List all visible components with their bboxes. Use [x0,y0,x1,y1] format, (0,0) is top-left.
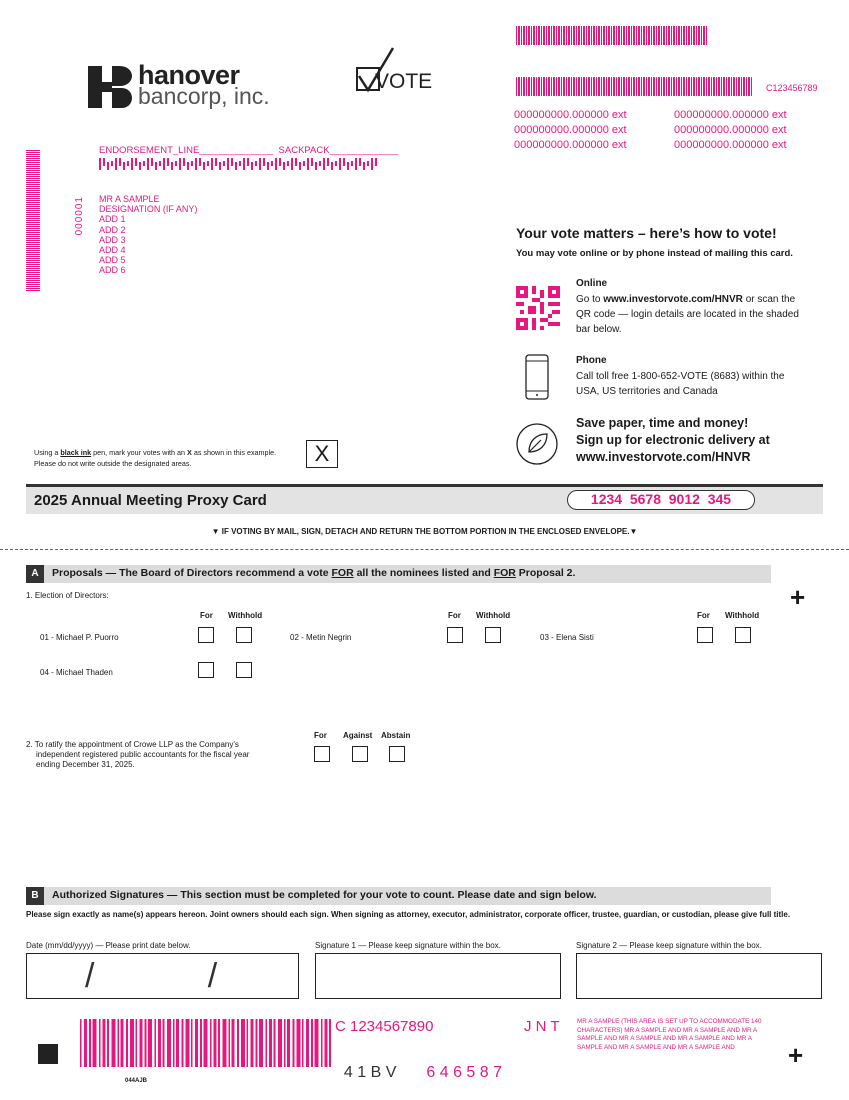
second-barcode [516,77,752,96]
nominee-03-withhold-checkbox[interactable] [735,627,751,643]
ext-code: 000000000.000000 ext [514,124,627,136]
logo-mark-icon [88,66,132,108]
mailing-address [99,194,197,276]
nominee-02: 02 - Metin Negrin [290,633,352,642]
online-title: Online [576,278,608,289]
nominee-03: 03 - Elena Sisti [540,633,594,642]
top-barcode [516,26,708,45]
col-withhold-header: Withhold [725,611,760,620]
address-line: ADD 4 [99,245,126,256]
footer-line-2-magenta: 6 4 6 5 8 7 [426,1064,502,1081]
ink-text: as shown in this example. [191,448,277,457]
section-a-title-part: Proposals — The Board of Directors recommend a vote [52,567,332,579]
address-line: ADD 6 [99,265,126,276]
proposal-2-line: ending December 31, 2025. [36,760,135,769]
address-line: ADD 5 [99,255,126,266]
proposal-2-text [26,740,249,770]
ext-codes-left [514,108,627,153]
paperless-url-link[interactable]: www.investorvote.com/HNVR [576,450,751,464]
footer-line-2-black: 4 1 B V [343,1064,397,1081]
section-a-title-for: FOR [331,567,354,579]
section-b-header [26,887,771,905]
ext-code: 000000000.000000 ext [674,109,787,121]
signature-2-label: Signature 2 — Please keep signature within the box. [576,941,762,950]
down-triangle-icon: ▼ [211,527,220,536]
ink-text-x: X [187,448,192,457]
nominee-04-withhold-checkbox[interactable] [236,662,252,678]
side-code: 000001 [74,196,85,236]
proposal-2-line: independent registered public accountants for the fiscal year [36,750,250,759]
signature-2-field[interactable] [576,953,822,999]
nominee-04: 04 - Michael Thaden [40,668,113,677]
ink-text-emphasis: black ink [60,448,92,457]
col-for-header: For [697,611,710,620]
address-line: ADD 1 [99,214,126,225]
ink-instruction-line-1 [34,447,276,458]
registration-mark [38,1044,58,1064]
proposal-1-label: 1. Election of Directors: [26,591,109,600]
nominee-01: 01 - Michael P. Puorro [40,633,119,642]
section-a-title-for: FOR [493,567,516,579]
logo-name-bold: hanover [138,60,240,90]
qr-code-icon [516,286,560,330]
date-label: Date (mm/dd/yyyy) — Please print date below. [26,941,191,950]
vote-info-subtitle: You may vote online or by phone instead of mailing this card. [516,248,793,259]
footer-jnt: J N T [524,1018,560,1035]
col-withhold-header: Withhold [476,611,511,620]
logo-name-light: bancorp, inc. [138,83,270,109]
section-a-title [52,567,575,579]
nominee-01-for-checkbox[interactable] [198,627,214,643]
signature-1-field[interactable] [315,953,561,999]
nominee-04-for-checkbox[interactable] [198,662,214,678]
footer-plus-icon: + [788,1040,804,1070]
online-text-part: Go to [576,294,604,305]
example-x-mark: X [314,441,330,466]
ext-code: 000000000.000000 ext [514,139,627,151]
date-slashes: / / [85,957,218,995]
proposal-2-against-checkbox[interactable] [352,746,368,762]
ink-text: pen, mark your votes with an [91,448,188,457]
col-for-header: For [448,611,461,620]
form-id: 044AJB [125,1078,148,1084]
company-logo [88,60,318,110]
control-number: 1234 5678 9012 345 [567,490,755,510]
col-for-header: For [200,611,213,620]
barcode-id: C123456789 [766,83,818,93]
phone-icon [525,354,549,400]
ink-instruction-line-2: Please do not write outside the designated areas. [34,459,192,468]
col-withhold-header: Withhold [228,611,263,620]
footer-line-2 [335,1046,502,1082]
address-line: MR A SAMPLE [99,194,160,204]
footer-code: C 1234567890 [335,1018,434,1035]
vote-logo [355,46,435,96]
section-b-letter: B [26,887,44,905]
proxy-card-title: 2025 Annual Meeting Proxy Card [34,492,267,509]
footer-barcode [80,1019,331,1067]
ink-instruction [34,447,276,469]
col-against-header: Against [343,731,373,740]
side-barcode [26,150,40,292]
corner-plus-icon: + [790,582,806,612]
ext-code: 000000000.000000 ext [674,139,787,151]
nominee-03-for-checkbox[interactable] [697,627,713,643]
section-b-title: Authorized Signatures — This section must be completed for your vote to count. Please date and sign below. [52,889,597,901]
paperless-text [576,415,770,466]
postal-barcode [99,158,381,170]
proposal-2-for-checkbox[interactable] [314,746,330,762]
ext-codes-right [674,108,787,153]
leaf-icon [515,422,559,466]
section-a-title-part: all the nominees listed and [353,567,494,579]
example-mark-box [306,440,338,468]
ink-text: Using a [34,448,61,457]
address-line: DESIGNATION (IF ANY) [99,204,198,215]
col-for-header: For [314,731,327,740]
phone-title: Phone [576,355,607,366]
perforation-line [0,549,849,550]
down-triangle-icon: ▼ [629,527,638,536]
detach-notice-text: IF VOTING BY MAIL, SIGN, DETACH AND RETURN THE BOTTOM PORTION IN THE ENCLOSED ENVELOPE. [221,527,630,536]
detach-notice [0,527,849,536]
nominee-01-withhold-checkbox[interactable] [236,627,252,643]
endorsement-line: ENDORSEMENT_LINE______________ SACKPACK_____________ [99,145,399,156]
section-a-header [26,565,771,583]
section-a-title-part: Proposal 2. [515,567,576,579]
footer-sample-text: MR A SAMPLE (THIS AREA IS SET UP TO ACCOMMODATE 140 CHARACTERS) MR A SAMPLE AND MR A SAMPLE AND MR A SAMPLE AND MR A SAMPLE AND MR A SAMPLE AND MR A SAMPLE AND MR A SAMPLE AND MR A SAMPLE AND [577,1018,762,1051]
nominee-02-withhold-checkbox[interactable] [485,627,501,643]
signature-instructions: Please sign exactly as name(s) appears hereon. Joint owners should each sign. When signing as attorney, executor, administrator, corporate officer, trustee, guardian, or custodian, please give full title. [26,910,791,919]
nominee-02-for-checkbox[interactable] [447,627,463,643]
proposal-2-line: 2. To ratify the appointment of Crowe LLP as the Company's [26,740,239,749]
phone-text: Call toll free 1-800-652-VOTE (8683) within the USA, US territories and Canada [576,371,785,397]
ext-code: 000000000.000000 ext [674,124,787,136]
ext-code: 000000000.000000 ext [514,109,627,121]
date-field[interactable] [26,953,299,999]
paperless-line: Save paper, time and money! [576,416,749,430]
col-abstain-header: Abstain [381,731,411,740]
section-a-letter: A [26,565,44,583]
signature-1-label: Signature 1 — Please keep signature within the box. [315,941,501,950]
address-line: ADD 3 [99,234,126,245]
paperless-line: Sign up for electronic delivery at [576,433,770,447]
online-url-link[interactable]: www.investorvote.com/HNVR [603,294,743,305]
address-line: ADD 2 [99,224,126,235]
online-text-part: or scan the QR code — login details are located in the shaded bar below. [576,294,799,335]
proposal-2-abstain-checkbox[interactable] [389,746,405,762]
vote-info-title: Your vote matters – here’s how to vote! [516,225,777,241]
vote-logo-text: VOTE [375,70,433,93]
online-text [576,292,808,337]
